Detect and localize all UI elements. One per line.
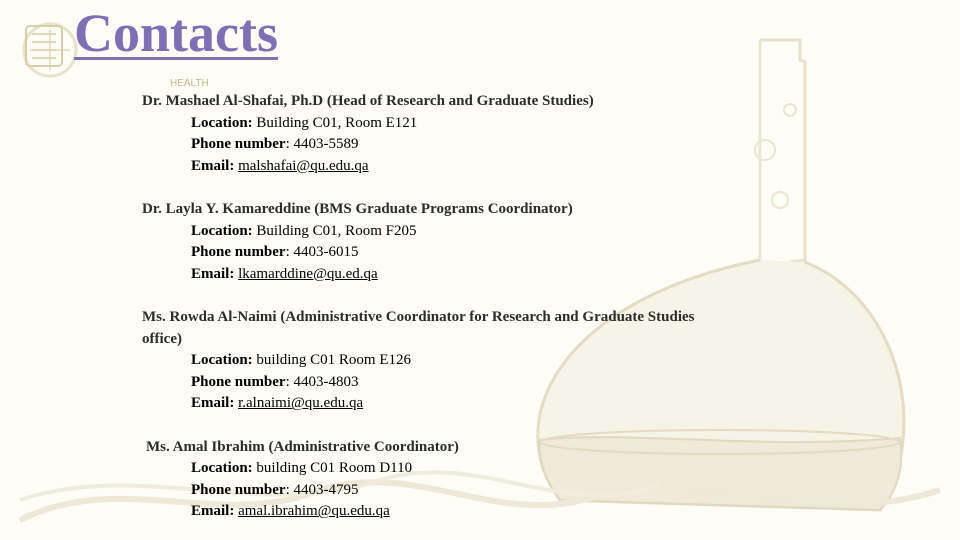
phone-label: Phone number [191,373,286,390]
contact-entry [142,91,822,177]
location-value: building C01 Room E126 [256,352,412,369]
email-label: Email: [191,395,235,412]
email-link[interactable]: r.alnaimi@qu.edu.qa [238,395,364,412]
phone-value: : 4403-4803 [285,373,359,390]
contact-name: Dr. Mashael Al-Shafai, Ph.D (Head of Research and Graduate Studies) [142,93,594,109]
email-link[interactable]: malshafai@qu.edu.qa [238,157,369,174]
contact-email [142,393,822,415]
contact-entry [146,437,822,523]
contact-location [142,350,822,372]
contact-entry [142,307,822,415]
page-title: Contacts [74,3,278,63]
contact-name: Dr. Layla Y. Kamareddine (BMS Graduate Programs Coordinator) [142,200,573,217]
contact-entry [142,199,822,285]
contacts-list [142,91,822,523]
email-link[interactable]: lkamarddine@qu.ed.qa [238,265,378,282]
contact-phone [142,134,822,156]
contact-phone [142,372,822,394]
contact-phone [146,480,822,502]
email-link[interactable]: amal.ibrahim@qu.edu.qa [238,503,390,520]
contact-email [142,156,822,178]
location-value: Building C01, Room F205 [256,222,417,239]
contact-email [142,264,822,286]
location-label: Location: [191,222,253,239]
phone-value: : 4403-5589 [285,136,359,153]
contact-name-line1: Ms. Rowda Al-Naimi (Administrative Coordinator for Research and Graduate Studies [142,308,695,325]
phone-value: : 4403-6015 [285,244,359,261]
email-label: Email: [191,157,235,174]
location-label: Location: [191,352,253,369]
phone-label: Phone number [191,481,286,498]
contact-phone [142,242,822,264]
logo-text: HEALTH [170,78,209,89]
location-label: Location: [191,114,253,131]
location-label: Location: [191,460,253,477]
contact-name [142,307,822,350]
location-value: Building C01, Room E121 [256,114,418,131]
phone-label: Phone number [191,136,286,153]
contact-name: Ms. Amal Ibrahim (Administrative Coordinator) [146,438,459,455]
contact-email [146,501,822,523]
phone-value: : 4403-4795 [285,481,359,498]
contact-location [142,113,822,135]
contact-location [146,458,822,480]
phone-label: Phone number [191,244,286,261]
location-value: building C01 Room D110 [256,460,413,477]
email-label: Email: [191,265,235,282]
contact-location [142,221,822,243]
email-label: Email: [191,503,235,520]
contact-name-line2: office) [142,330,182,347]
